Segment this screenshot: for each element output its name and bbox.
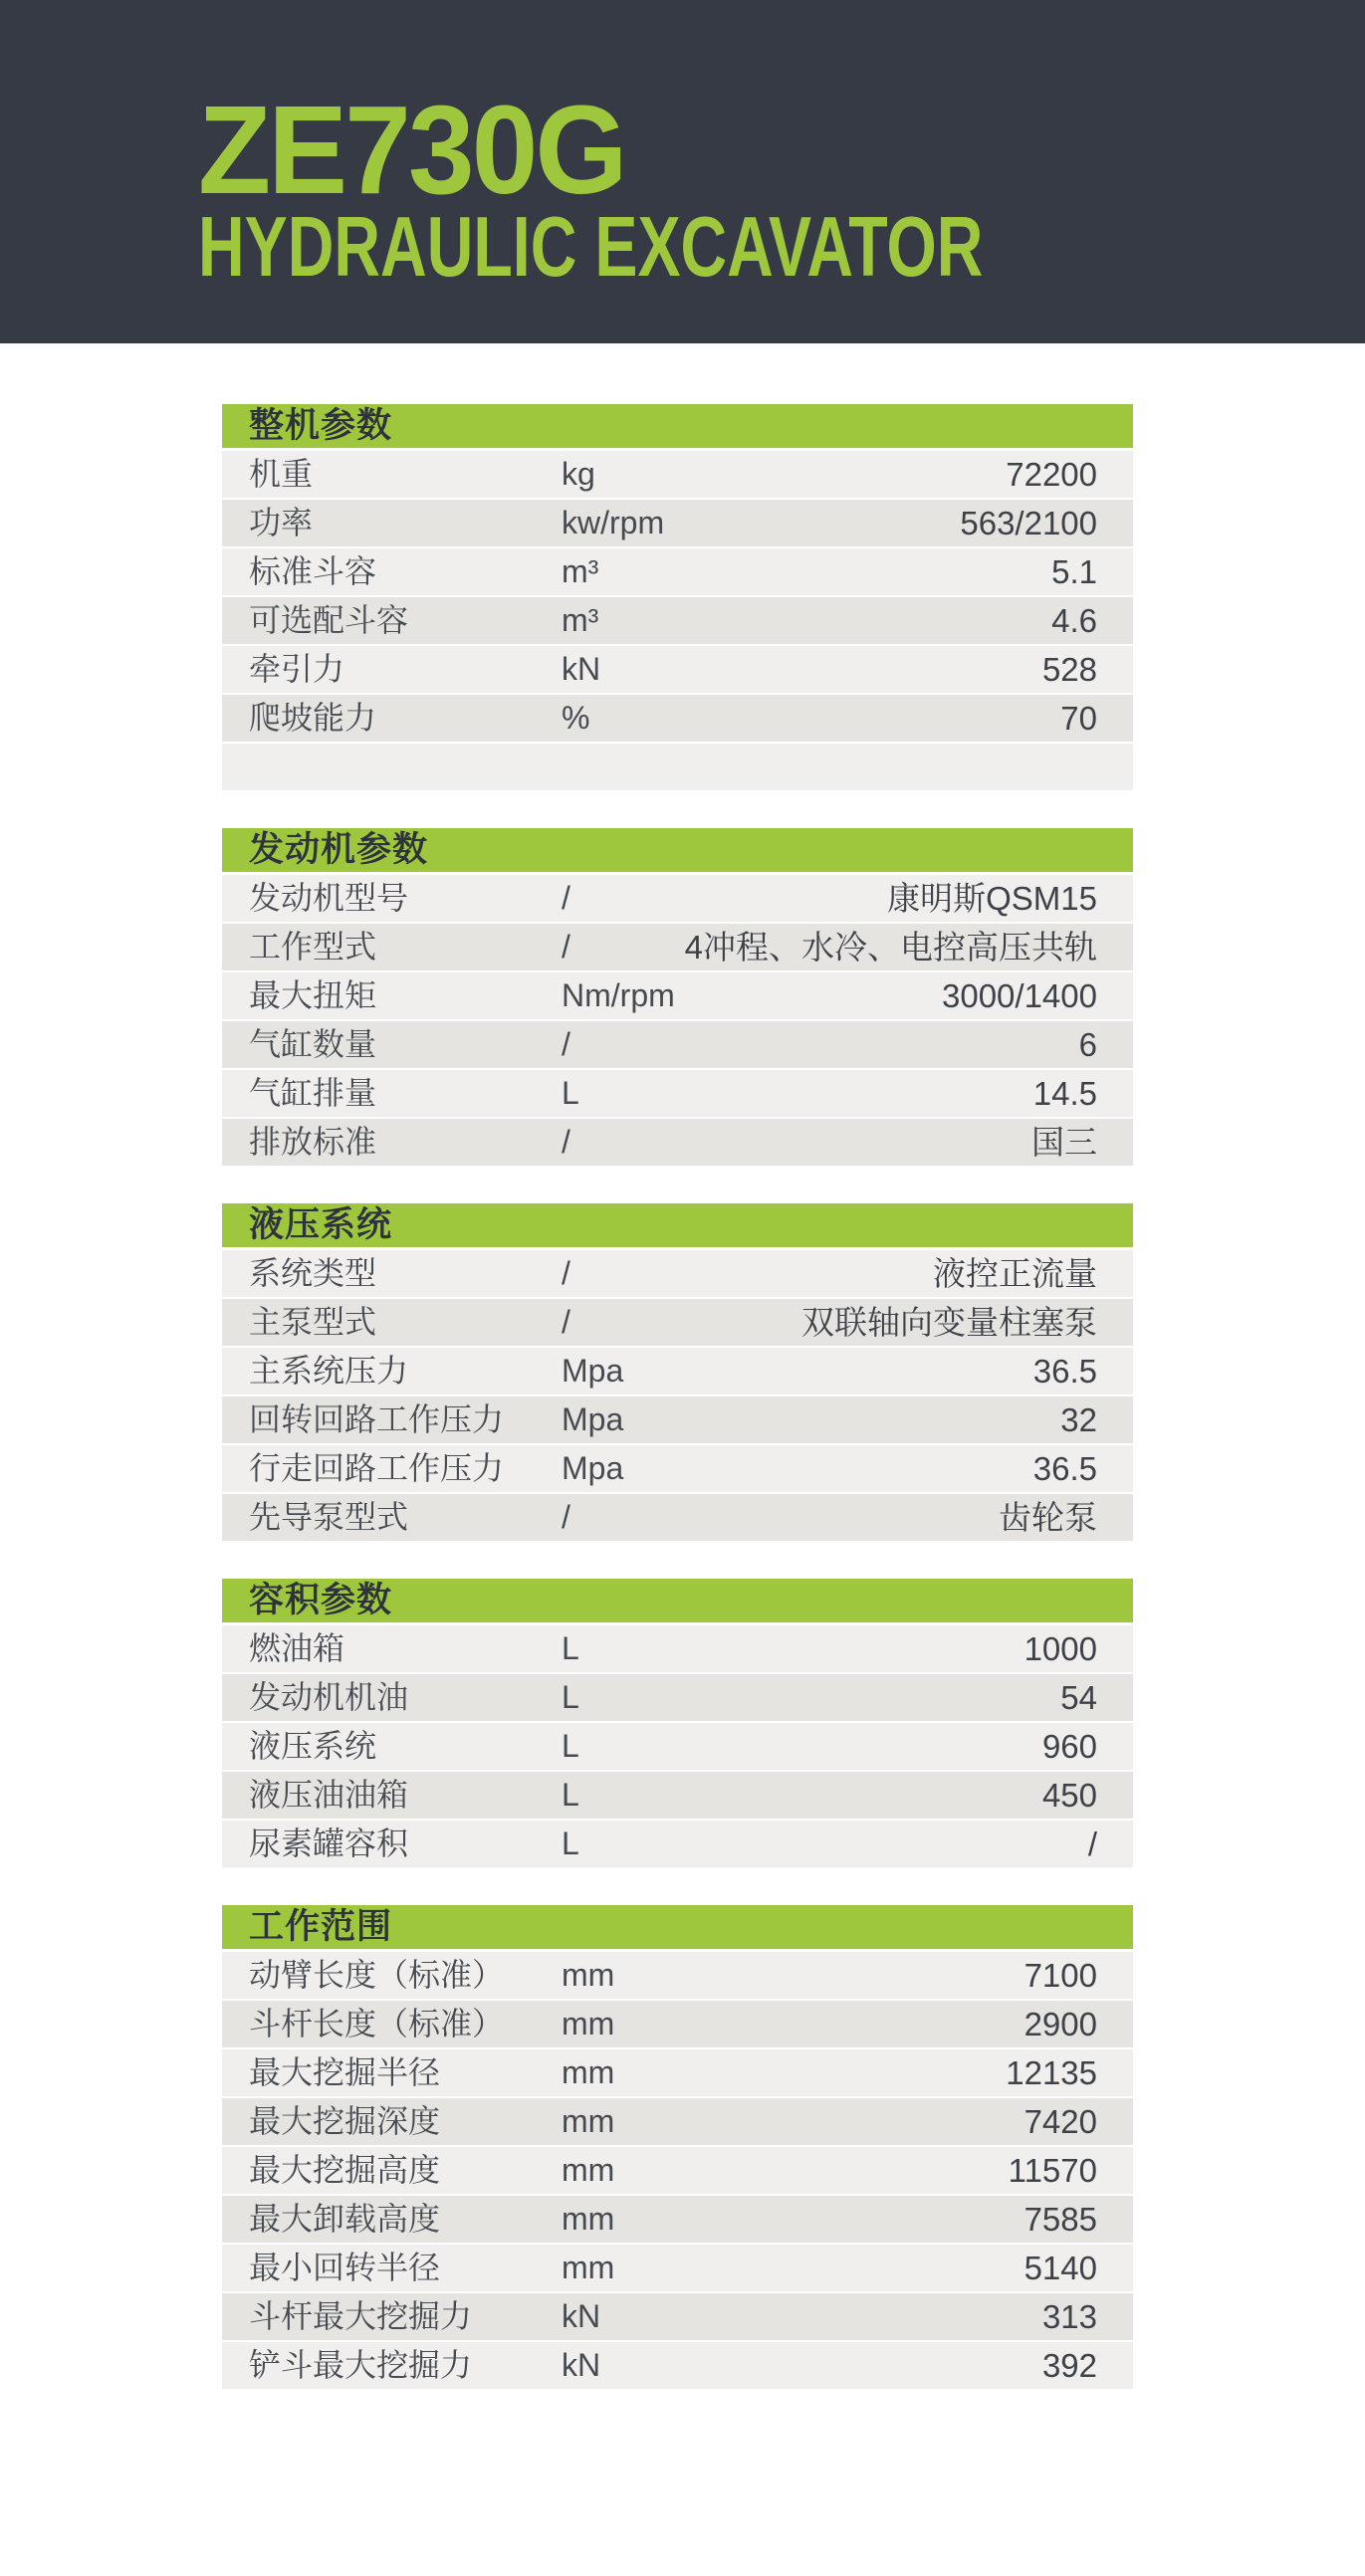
table-header xyxy=(222,1203,1133,1247)
row-value: 11570 xyxy=(1008,2152,1097,2189)
row-unit: L xyxy=(562,1679,579,1715)
row-value: 1000 xyxy=(1024,1630,1097,1667)
row-unit: kN xyxy=(562,651,601,687)
table-row xyxy=(222,924,1133,972)
spec-table-engine xyxy=(222,828,1133,1168)
row-label: 主泵型式 xyxy=(249,1304,377,1340)
row-value: 70 xyxy=(1060,700,1097,737)
row-value: 450 xyxy=(1041,1777,1097,1814)
row-value: 6 xyxy=(1078,1026,1097,1063)
table-row xyxy=(222,1952,1133,2001)
row-label: 行走回路工作压力 xyxy=(249,1450,505,1486)
row-value: 14.5 xyxy=(1032,1075,1097,1112)
table-row xyxy=(222,1070,1133,1119)
row-unit: L xyxy=(562,1825,579,1861)
table-row xyxy=(222,548,1133,597)
row-unit: mm xyxy=(562,2054,615,2090)
row-value: 7100 xyxy=(1024,1957,1097,1994)
row-label: 斗杆长度（标准） xyxy=(249,2006,505,2041)
row-unit: / xyxy=(562,1499,570,1535)
table-row xyxy=(222,1445,1133,1494)
table-row xyxy=(222,1625,1133,1674)
row-label: 液压系统 xyxy=(249,1728,377,1764)
row-unit: / xyxy=(562,1026,570,1062)
row-unit: L xyxy=(562,1728,579,1764)
table-row xyxy=(222,2342,1133,2391)
row-value: 4.6 xyxy=(1051,602,1097,639)
row-label: 最大挖掘高度 xyxy=(249,2152,441,2188)
table-row xyxy=(222,2098,1133,2147)
row-label: 最大卸载高度 xyxy=(249,2201,441,2237)
row-unit: m³ xyxy=(562,553,599,589)
row-unit: mm xyxy=(562,2103,615,2139)
row-value: 12135 xyxy=(1006,2054,1097,2091)
table-row xyxy=(222,1299,1133,1348)
row-value: 7420 xyxy=(1024,2103,1097,2140)
table-header xyxy=(222,1905,1133,1949)
spec-tables xyxy=(222,404,1133,2427)
row-value: 3000/1400 xyxy=(942,977,1097,1014)
row-unit: mm xyxy=(562,1957,615,1993)
row-value: 528 xyxy=(1041,651,1097,688)
row-value: 5140 xyxy=(1024,2250,1097,2286)
table-row xyxy=(222,2293,1133,2342)
row-value: 双联轴向变量柱塞泵 xyxy=(801,1304,1097,1341)
row-value: 5.1 xyxy=(1051,553,1097,590)
row-label: 发动机型号 xyxy=(249,880,409,916)
spec-table-working-range xyxy=(222,1905,1133,2391)
table-header xyxy=(222,404,1133,448)
row-label: 液压油油箱 xyxy=(249,1777,409,1813)
spec-table-capacity xyxy=(222,1579,1133,1869)
row-value: 康明斯QSM15 xyxy=(887,880,1097,917)
table-row xyxy=(222,1396,1133,1445)
table-header xyxy=(222,1579,1133,1622)
row-label: 尿素罐容积 xyxy=(249,1825,409,1861)
row-unit: mm xyxy=(562,2152,615,2188)
row-value: 36.5 xyxy=(1032,1353,1097,1390)
table-row xyxy=(222,597,1133,646)
spec-table-hydraulic xyxy=(222,1203,1133,1543)
row-unit: / xyxy=(562,1304,570,1340)
row-unit: Mpa xyxy=(562,1353,624,1389)
table-row xyxy=(222,972,1133,1021)
table-row xyxy=(222,1021,1133,1070)
row-label: 先导泵型式 xyxy=(249,1499,409,1535)
row-label: 牵引力 xyxy=(249,651,345,687)
table-row xyxy=(222,451,1133,500)
row-label: 主系统压力 xyxy=(249,1353,409,1389)
row-label: 机重 xyxy=(249,456,314,492)
row-value: 齿轮泵 xyxy=(999,1499,1097,1536)
table-row xyxy=(222,1119,1133,1168)
table-row xyxy=(222,2245,1133,2293)
table-title: 容积参数 xyxy=(249,1581,393,1619)
table-row xyxy=(222,1494,1133,1543)
product-type: HYDRAULIC EXCAVATOR xyxy=(198,200,984,295)
row-value: 36.5 xyxy=(1032,1450,1097,1487)
row-unit: kN xyxy=(562,2347,601,2383)
row-unit: L xyxy=(562,1075,579,1111)
table-row xyxy=(222,1250,1133,1299)
row-unit: / xyxy=(562,1255,570,1291)
row-value: 4冲程、水冷、电控高压共轨 xyxy=(684,929,1097,966)
table-row xyxy=(222,2196,1133,2245)
row-label: 动臂长度（标准） xyxy=(249,1957,505,1993)
table-header xyxy=(222,828,1133,872)
row-label: 气缸排量 xyxy=(249,1075,377,1111)
row-label: 发动机机油 xyxy=(249,1679,409,1715)
row-unit: mm xyxy=(562,2006,615,2041)
table-row xyxy=(222,1772,1133,1821)
table-row xyxy=(222,695,1133,744)
table-row xyxy=(222,1723,1133,1772)
row-label: 最大扭矩 xyxy=(249,977,377,1013)
row-label: 可选配斗容 xyxy=(249,602,409,638)
row-unit: kN xyxy=(562,2298,601,2334)
row-value: 392 xyxy=(1041,2347,1097,2384)
row-label: 燃油箱 xyxy=(249,1630,345,1666)
table-row xyxy=(222,2049,1133,2098)
table-title: 工作范围 xyxy=(249,1907,393,1946)
row-unit: L xyxy=(562,1777,579,1813)
row-unit: kw/rpm xyxy=(562,505,665,540)
row-label: 气缸数量 xyxy=(249,1026,377,1062)
row-value: 72200 xyxy=(1006,456,1097,493)
row-label: 工作型式 xyxy=(249,929,377,965)
row-unit: Mpa xyxy=(562,1401,624,1437)
table-row xyxy=(222,2147,1133,2196)
table-row xyxy=(222,500,1133,548)
row-unit: mm xyxy=(562,2250,615,2285)
row-value: 液控正流量 xyxy=(933,1255,1097,1292)
row-value: / xyxy=(1087,1825,1097,1862)
row-value: 54 xyxy=(1060,1679,1097,1716)
row-unit: L xyxy=(562,1630,579,1666)
row-value: 32 xyxy=(1060,1401,1097,1438)
row-unit: / xyxy=(562,880,570,916)
table-title: 整机参数 xyxy=(249,406,393,445)
header-banner xyxy=(0,0,1365,343)
row-value: 7585 xyxy=(1024,2201,1097,2238)
row-unit: kg xyxy=(562,456,595,492)
row-unit: mm xyxy=(562,2201,615,2237)
table-row xyxy=(222,1674,1133,1723)
row-value: 563/2100 xyxy=(960,505,1097,541)
table-row xyxy=(222,875,1133,924)
table-row xyxy=(222,1348,1133,1396)
table-title: 液压系统 xyxy=(249,1205,393,1244)
row-label: 最大挖掘深度 xyxy=(249,2103,441,2139)
model-name: ZE730G xyxy=(198,80,625,220)
row-value: 313 xyxy=(1041,2298,1097,2335)
row-unit: / xyxy=(562,929,570,965)
row-label: 最小回转半径 xyxy=(249,2250,441,2285)
table-row xyxy=(222,2001,1133,2049)
row-unit: / xyxy=(562,1124,570,1160)
row-label: 斗杆最大挖掘力 xyxy=(249,2298,473,2334)
row-unit: % xyxy=(562,700,590,736)
row-label: 回转回路工作压力 xyxy=(249,1401,505,1437)
row-value: 2900 xyxy=(1024,2006,1097,2042)
row-value: 国三 xyxy=(1031,1124,1097,1161)
table-filler-row xyxy=(222,744,1133,792)
row-value: 960 xyxy=(1041,1728,1097,1765)
row-label: 最大挖掘半径 xyxy=(249,2054,441,2090)
row-unit: Mpa xyxy=(562,1450,624,1486)
spec-table-overall xyxy=(222,404,1133,792)
table-row xyxy=(222,646,1133,695)
row-label: 铲斗最大挖掘力 xyxy=(249,2347,473,2383)
row-label: 标准斗容 xyxy=(249,553,377,589)
row-label: 爬坡能力 xyxy=(249,700,377,736)
row-unit: Nm/rpm xyxy=(562,977,675,1013)
row-unit: m³ xyxy=(562,602,599,638)
table-row xyxy=(222,1821,1133,1869)
row-label: 排放标准 xyxy=(249,1124,377,1160)
row-label: 功率 xyxy=(249,505,314,540)
table-title: 发动机参数 xyxy=(249,830,429,869)
row-label: 系统类型 xyxy=(249,1255,377,1291)
